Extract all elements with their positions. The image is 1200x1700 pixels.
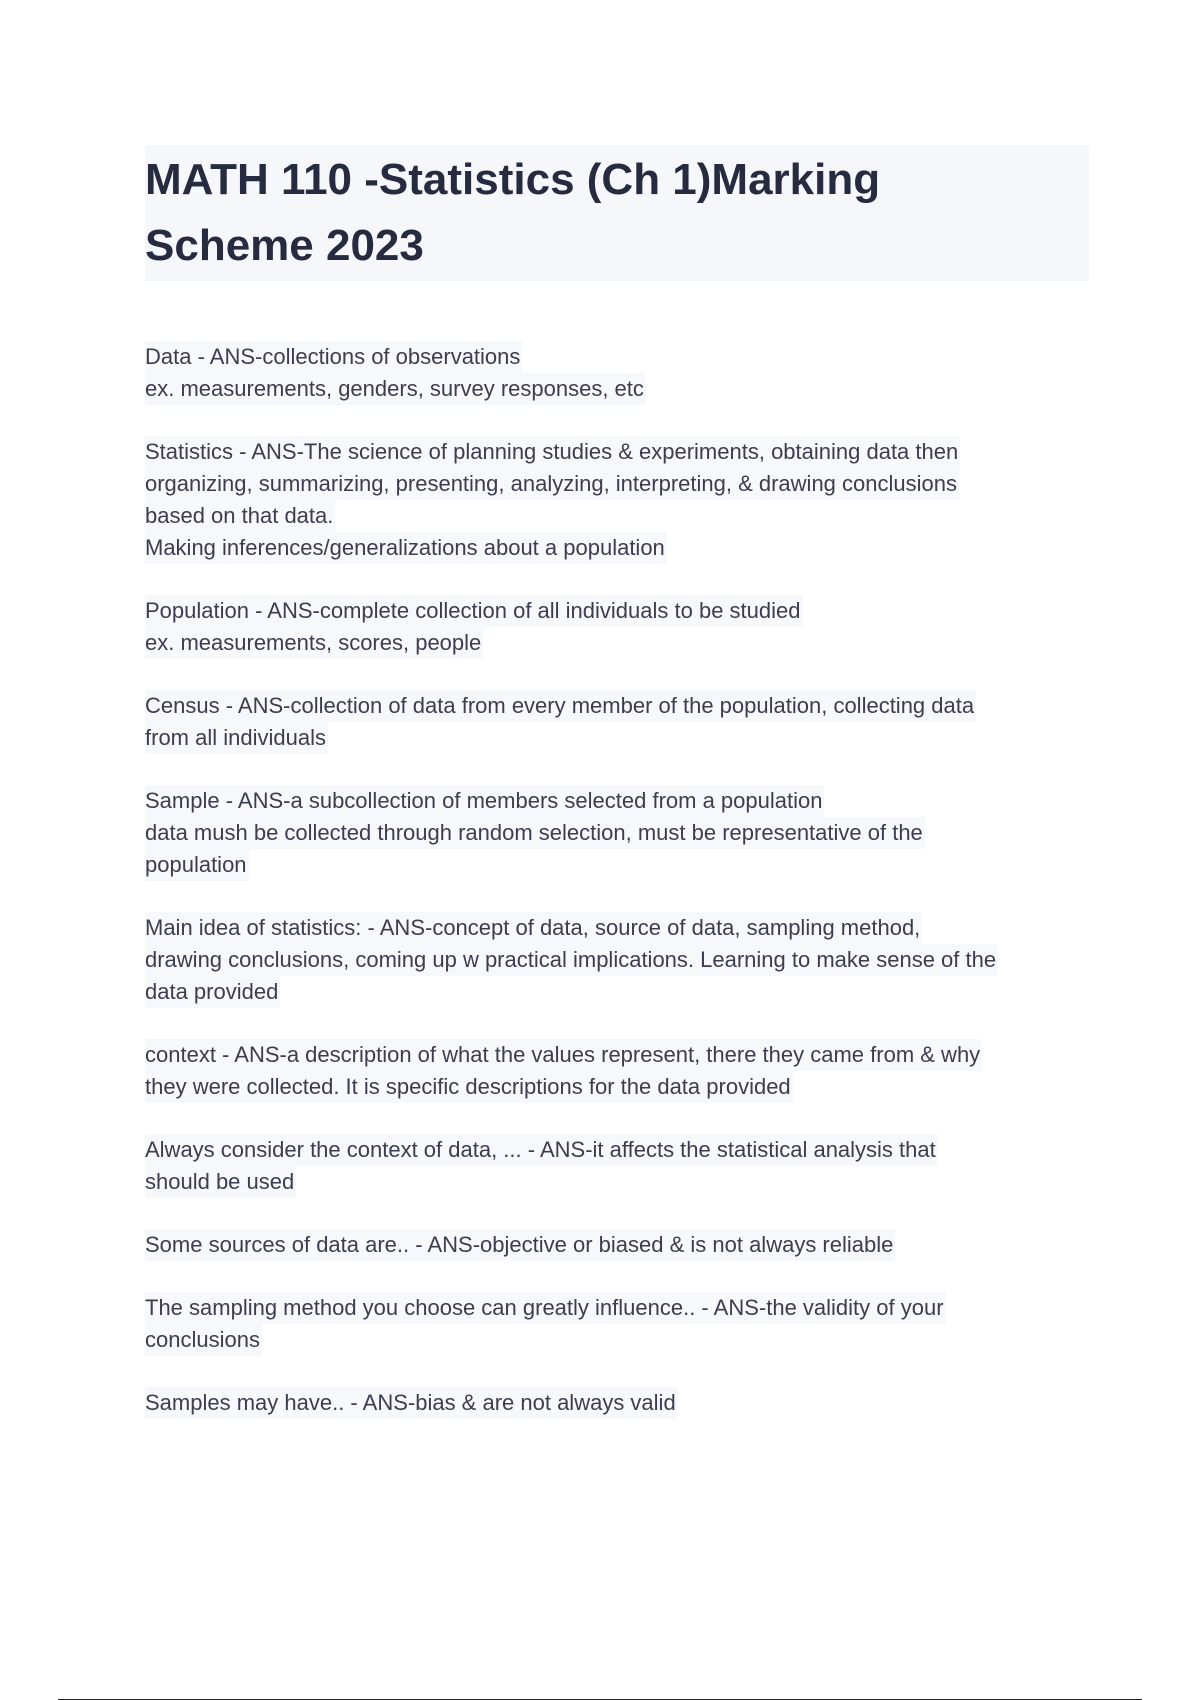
- qa-entry-sampling-method: [145, 1292, 1089, 1356]
- entry-line: should be used: [145, 1166, 296, 1198]
- entry-line: Data - ANS-collections of observations: [145, 341, 522, 373]
- entry-line: organizing, summarizing, presenting, analyzing, interpreting, & drawing conclusions: [145, 468, 959, 500]
- qa-entry-always-consider: [145, 1134, 1089, 1198]
- title-box: [145, 145, 1089, 281]
- entry-line: Making inferences/generalizations about a population: [145, 532, 667, 564]
- qa-entry-census: [145, 690, 1089, 754]
- entry-line: Statistics - ANS-The science of planning studies & experiments, obtaining data then: [145, 436, 960, 468]
- title-line: Scheme 2023: [145, 221, 424, 270]
- entry-line: Population - ANS-complete collection of all individuals to be studied: [145, 595, 803, 627]
- qa-entry-sample: [145, 785, 1089, 881]
- entry-line: Always consider the context of data, ... - ANS-it affects the statistical analysis that: [145, 1134, 938, 1166]
- qa-entry-context: [145, 1039, 1089, 1103]
- qa-entry-statistics: [145, 436, 1089, 564]
- entry-line: population: [145, 849, 249, 881]
- entry-line: ex. measurements, genders, survey responses, etc: [145, 373, 646, 405]
- entry-line: Sample - ANS-a subcollection of members selected from a population: [145, 785, 824, 817]
- qa-entry-samples-bias: [145, 1387, 1089, 1419]
- entry-line: data mush be collected through random selection, must be representative of the: [145, 817, 925, 849]
- entry-line: based on that data.: [145, 500, 335, 532]
- entry-line: The sampling method you choose can greatly influence.. - ANS-the validity of your: [145, 1292, 946, 1324]
- qa-entry-sources: [145, 1229, 1089, 1261]
- title-line: MATH 110 -Statistics (Ch 1)Marking: [145, 155, 881, 204]
- entry-line: ex. measurements, scores, people: [145, 627, 483, 659]
- qa-entry-main-idea: [145, 912, 1089, 1008]
- entry-line: they were collected. It is specific descriptions for the data provided: [145, 1071, 793, 1103]
- entry-line: Census - ANS-collection of data from every member of the population, collecting data: [145, 690, 976, 722]
- entry-line: drawing conclusions, coming up w practical implications. Learning to make sense of the: [145, 944, 998, 976]
- entry-line: context - ANS-a description of what the values represent, there they came from & why: [145, 1039, 982, 1071]
- document-title: [145, 147, 1089, 279]
- entry-line: Main idea of statistics: - ANS-concept of data, source of data, sampling method,: [145, 912, 922, 944]
- qa-entry-data: [145, 341, 1089, 405]
- entry-line: data provided: [145, 976, 280, 1008]
- qa-entry-population: [145, 595, 1089, 659]
- entry-line: from all individuals: [145, 722, 328, 754]
- qa-list: [145, 341, 1089, 1450]
- entry-line: conclusions: [145, 1324, 262, 1356]
- entry-line: Some sources of data are.. - ANS-objective or biased & is not always reliable: [145, 1229, 895, 1261]
- entry-line: Samples may have.. - ANS-bias & are not always valid: [145, 1387, 678, 1419]
